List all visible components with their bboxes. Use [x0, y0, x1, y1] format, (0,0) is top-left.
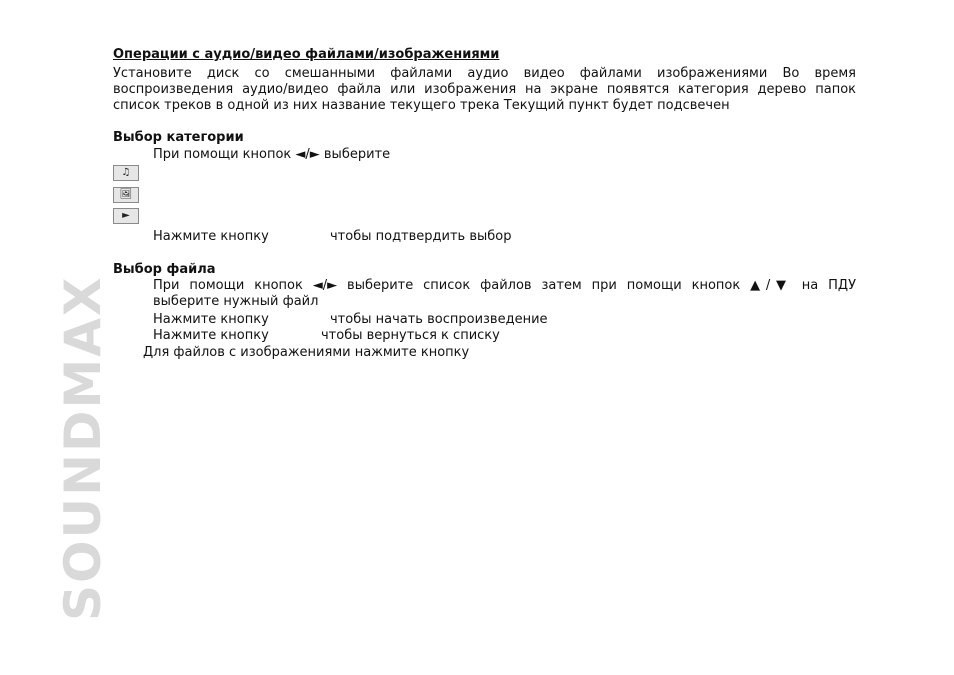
- intro-line-1: Установите диск со смешанными файлами аудио видео файлами изображениями Во время: [113, 66, 856, 81]
- soundmax-watermark: SOUNDMAX: [54, 275, 112, 621]
- section-title: Операции с аудио/видео файлами/изображениями: [113, 47, 500, 62]
- music-note-icon: ♫: [113, 165, 139, 181]
- category-press-label: Нажмите кнопку: [153, 229, 269, 244]
- file-back-press: Нажмите кнопку: [153, 328, 269, 343]
- intro-line-3: список треков в одной из них название текущего трека Текущий пункт будет подсвечен: [113, 98, 730, 113]
- file-line-1: При помощи кнопок ◄/► выберите список файлов затем при помощи кнопок ▲/▼ на ПДУ: [153, 278, 856, 293]
- file-back-text: чтобы вернуться к списку: [321, 328, 500, 343]
- picture-icon: 🖼: [113, 187, 139, 203]
- play-icon: ►: [113, 208, 139, 224]
- file-images-text: Для файлов с изображениями нажмите кнопку: [143, 345, 470, 360]
- category-select-text: При помощи кнопок ◄/► выберите: [153, 147, 391, 162]
- file-play-text: чтобы начать воспроизведение: [330, 312, 548, 327]
- file-line-2: выберите нужный файл: [153, 294, 319, 309]
- category-heading: Выбор категории: [113, 130, 244, 145]
- file-play-press: Нажмите кнопку: [153, 312, 269, 327]
- intro-line-2: воспроизведения аудио/видео файла или изображения на экране появятся категория дерево папок: [113, 82, 856, 97]
- file-heading: Выбор файла: [113, 262, 216, 277]
- category-confirm-text: чтобы подтвердить выбор: [330, 229, 512, 244]
